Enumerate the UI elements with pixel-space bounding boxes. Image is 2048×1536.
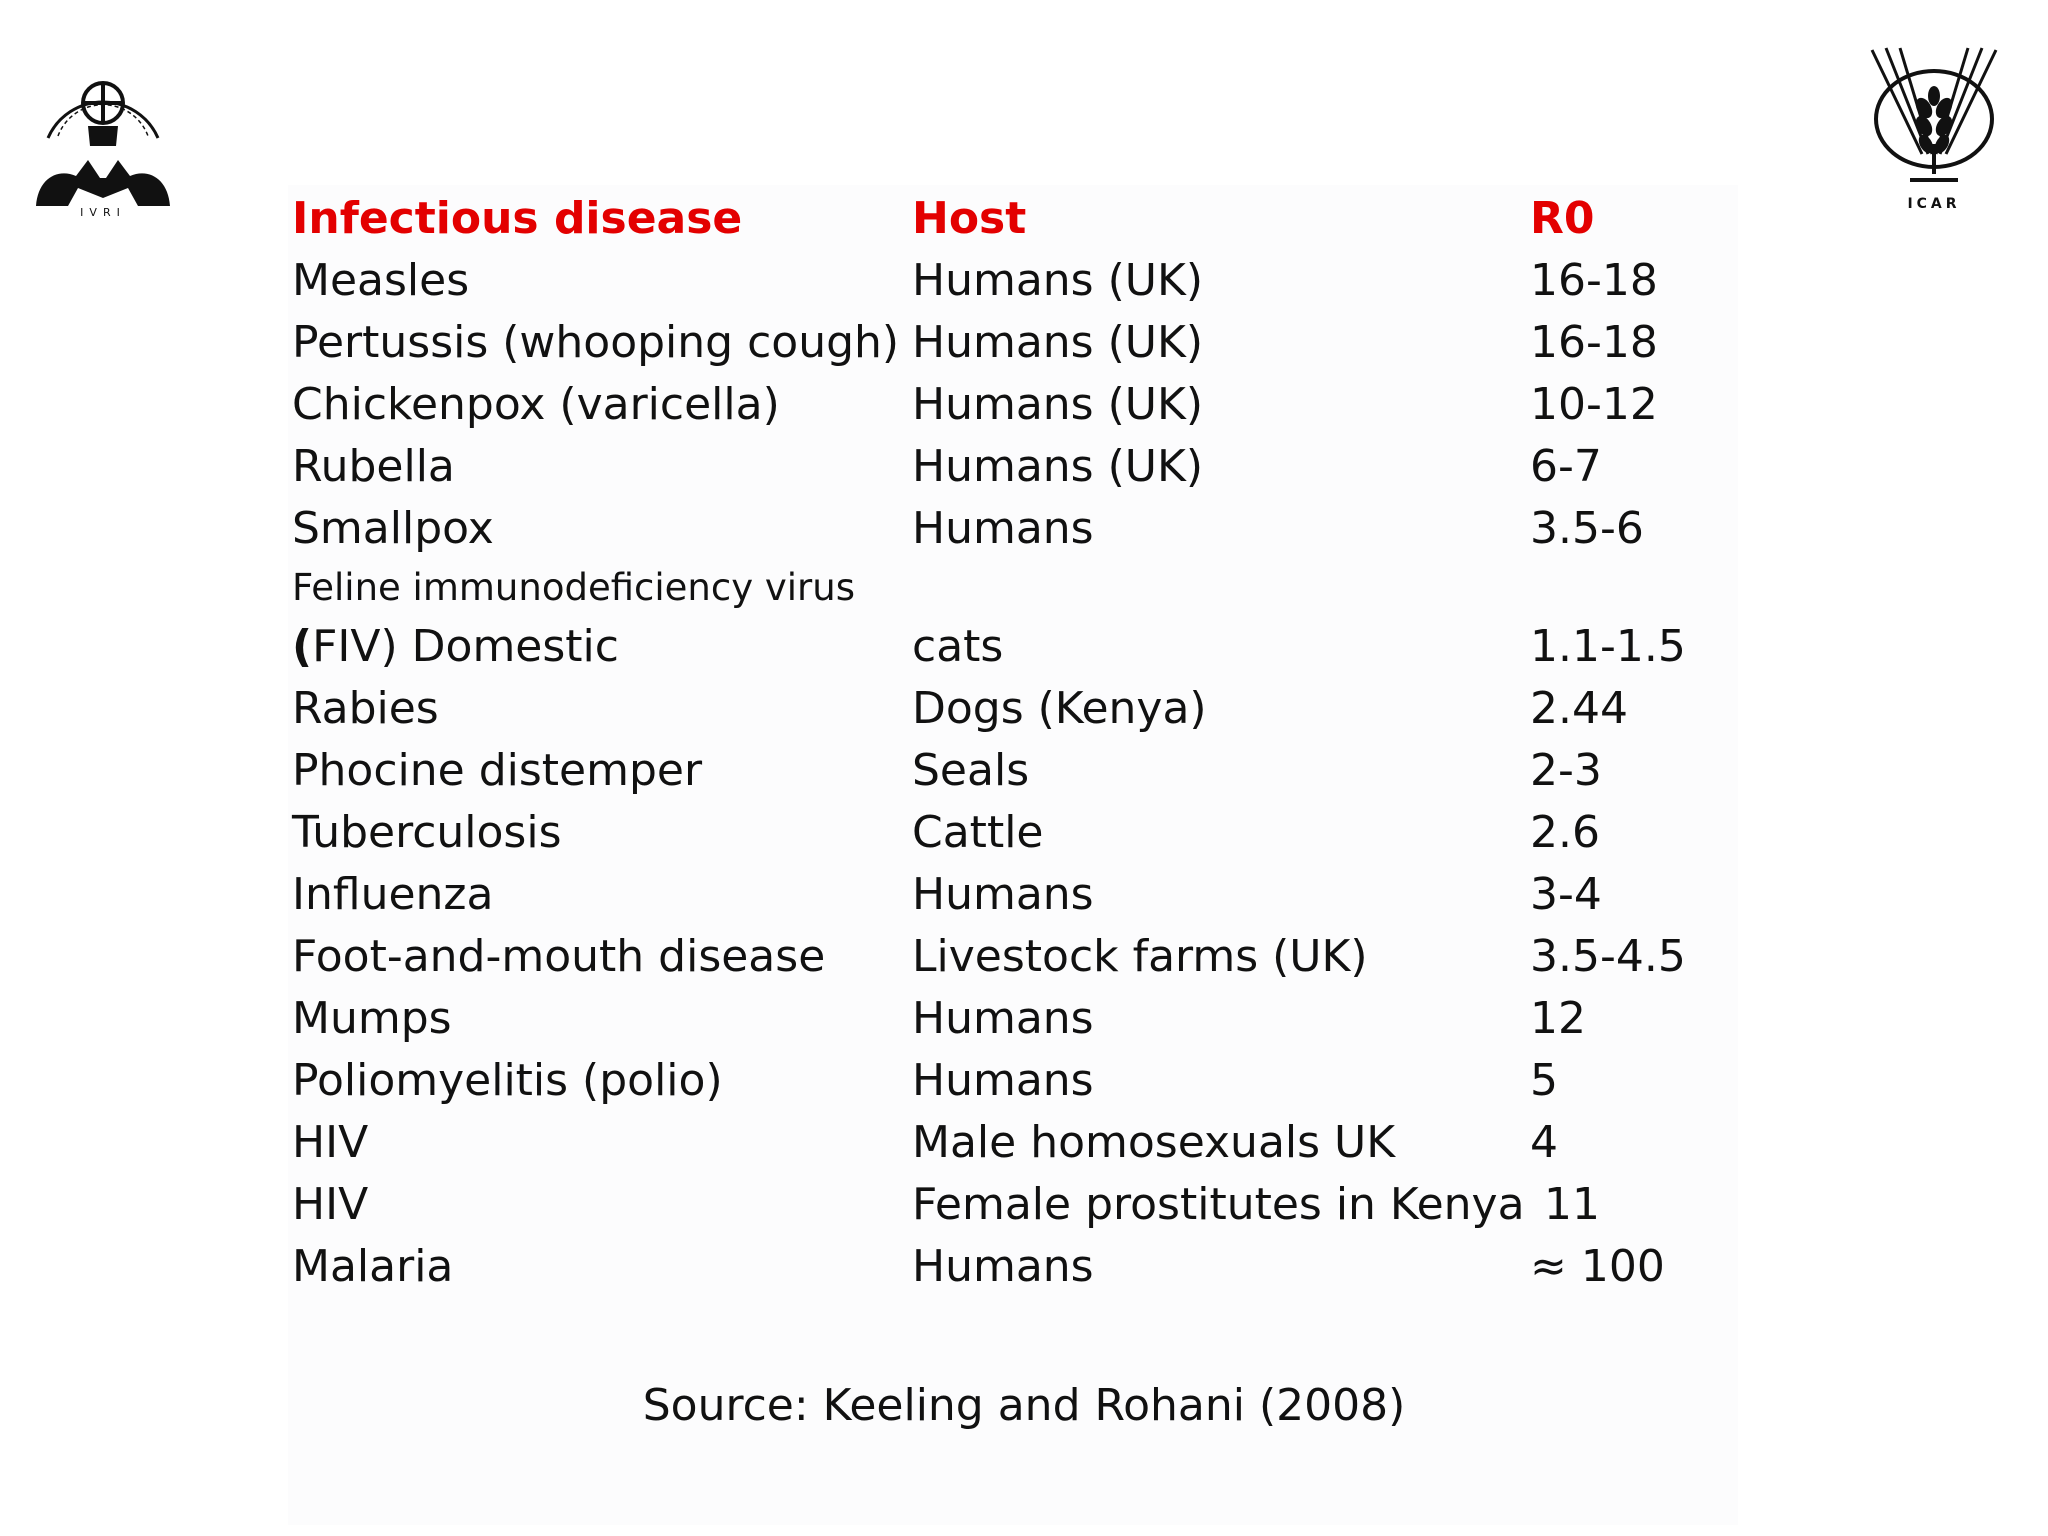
disease-cell-line2 [292,616,912,678]
r0-cell: 1.1-1.5 [1530,621,1686,672]
r0-cell: 2.44 [1530,683,1628,734]
disease-cell: HIV [292,1117,369,1168]
disease-cell: Measles [292,255,470,306]
table-row [292,864,1730,926]
disease-cell: Chickenpox (varicella) [292,379,780,430]
host-cell: Humans (UK) [912,441,1203,492]
table-row [292,678,1730,740]
table-row [292,312,1730,374]
disease-cell: HIV [292,1179,369,1230]
table-row [292,374,1730,436]
r0-table [292,188,1730,1298]
disease-cell [292,560,912,678]
r0-cell: 11 [1530,1179,1600,1230]
host-cell: Humans (UK) [912,379,1203,430]
host-cell: Humans [912,1055,1094,1106]
table-row [292,250,1730,312]
table-row [292,1174,1730,1236]
host-cell: cats [912,621,1004,672]
disease-cell: Influenza [292,869,494,920]
table-row [292,498,1730,560]
disease-cell: Mumps [292,993,452,1044]
host-cell: Humans [912,869,1094,920]
host-cell: Humans [912,1241,1094,1292]
r0-cell: 6-7 [1530,441,1602,492]
r0-cell: 3-4 [1530,869,1602,920]
host-cell: Humans (UK) [912,317,1203,368]
table-row [292,1236,1730,1298]
r0-cell: 16-18 [1530,317,1658,368]
disease-cell: Foot-and-mouth disease [292,931,826,982]
disease-cell: Malaria [292,1241,454,1292]
host-cell: Dogs (Kenya) [912,683,1207,734]
disease-cell: Tuberculosis [292,807,562,858]
table-row [292,1050,1730,1112]
source-citation: Source: Keeling and Rohani (2008) [642,1380,1406,1431]
host-cell: Female prostitutes in Kenya [912,1179,1525,1230]
disease-cell: Rabies [292,683,439,734]
r0-cell: 16-18 [1530,255,1658,306]
table-row [292,802,1730,864]
table-row [292,1112,1730,1174]
r0-cell: 2-3 [1530,745,1602,796]
r0-cell: 4 [1530,1117,1558,1168]
host-cell: Male homosexuals UK [912,1117,1396,1168]
table-row [292,436,1730,498]
host-cell: Cattle [912,807,1044,858]
disease-cell: Smallpox [292,503,494,554]
table-row [292,988,1730,1050]
icar-logo [1862,44,2022,224]
table-header-row [292,188,1730,250]
disease-cell: Rubella [292,441,455,492]
disease-cell-line2-rest: FIV) Domestic [312,621,619,672]
r0-cell: 2.6 [1530,807,1600,858]
icar-logo-text: ICAR [1907,196,1961,212]
ivri-logo [28,28,178,218]
table-row [292,560,1730,678]
r0-cell: 3.5-6 [1530,503,1644,554]
disease-cell: Phocine distemper [292,745,703,796]
r0-cell: 12 [1530,993,1586,1044]
disease-cell-line1: Feline immunodeficiency virus [292,566,855,609]
r0-cell: 3.5-4.5 [1530,931,1686,982]
host-cell: Humans [912,503,1094,554]
host-cell: Humans (UK) [912,255,1203,306]
r0-cell: 10-12 [1530,379,1658,430]
host-cell: Humans [912,993,1094,1044]
disease-cell-line2-bold: ( [292,621,313,672]
header-disease: Infectious disease [292,193,743,244]
ivri-logo-text: IVRI [80,206,126,218]
disease-cell: Pertussis (whooping cough) [292,317,900,368]
host-cell: Livestock farms (UK) [912,931,1368,982]
header-r0: R0 [1530,193,1595,244]
table-row [292,740,1730,802]
header-host: Host [912,193,1027,244]
table-row [292,926,1730,988]
disease-cell: Poliomyelitis (polio) [292,1055,723,1106]
host-cell: Seals [912,745,1030,796]
r0-cell: 5 [1530,1055,1558,1106]
r0-cell: ≈ 100 [1530,1241,1665,1292]
